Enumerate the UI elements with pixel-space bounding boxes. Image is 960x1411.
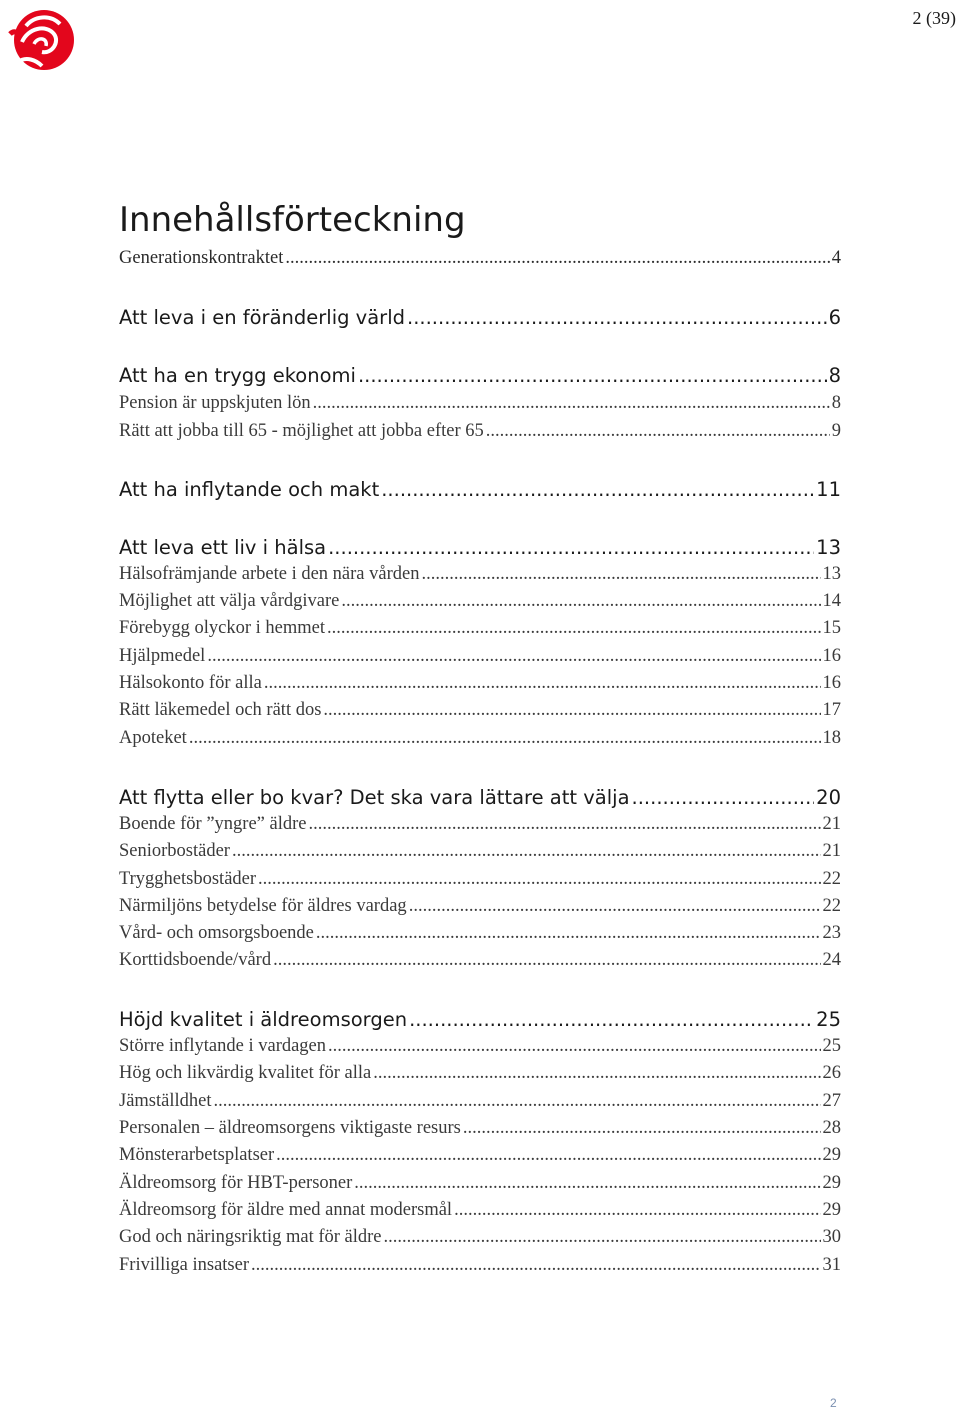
toc-entry[interactable] <box>119 646 841 672</box>
toc-entry[interactable] <box>119 248 841 274</box>
toc-entry[interactable] <box>119 1091 841 1117</box>
toc-leader-dots <box>407 306 827 329</box>
toc-leader-dots <box>323 700 820 721</box>
toc-entry[interactable] <box>119 728 841 754</box>
toc-leader-dots <box>409 896 821 917</box>
toc-entry-page: 4 <box>831 248 841 268</box>
toc-entry-label: Mönsterarbetsplatser <box>119 1145 275 1165</box>
rose-logo <box>6 4 76 74</box>
toc-entry-page: 25 <box>816 1008 841 1031</box>
toc-entry-label: Rätt läkemedel och rätt dos <box>119 700 322 720</box>
toc-entry[interactable] <box>119 1200 841 1226</box>
toc-leader-dots <box>632 786 815 809</box>
toc-leader-dots <box>207 646 820 667</box>
toc-entry-label: Äldreomsorg för äldre med annat modersmål <box>119 1200 453 1220</box>
toc-entry[interactable] <box>119 1227 841 1253</box>
toc-entry-label: Frivilliga insatser <box>119 1255 249 1275</box>
page-title: Innehållsförteckning <box>119 200 466 240</box>
toc-entry-page: 25 <box>822 1036 841 1056</box>
toc-entry-page: 21 <box>822 814 841 834</box>
toc-entry-page: 23 <box>822 923 841 943</box>
toc-entry-page: 11 <box>816 478 841 501</box>
toc-entry-page: 8 <box>828 364 841 387</box>
toc-entry-label: Trygghetsbostäder <box>119 869 257 889</box>
toc-entry-label: Höjd kvalitet i äldreomsorgen <box>119 1008 408 1031</box>
toc-entry-page: 15 <box>822 618 841 638</box>
toc-leader-dots <box>384 1227 821 1248</box>
toc-entry[interactable] <box>119 536 841 562</box>
toc-entry[interactable] <box>119 814 841 840</box>
toc-entry[interactable] <box>119 1063 841 1089</box>
toc-entry-page: 8 <box>831 393 841 413</box>
toc-entry-page: 13 <box>822 564 841 584</box>
toc-entry-page: 16 <box>822 673 841 693</box>
toc-leader-dots <box>373 1063 820 1084</box>
toc-entry-label: Apoteket <box>119 728 187 748</box>
toc-entry-label: Hög och likvärdig kvalitet för alla <box>119 1063 372 1083</box>
page-indicator: 2 (39) <box>912 8 956 28</box>
toc-entry-label: Rätt att jobba till 65 - möjlighet att jobba efter 65 <box>119 421 484 441</box>
toc-entry-label: Att leva i en föränderlig värld <box>119 306 405 329</box>
toc-leader-dots <box>264 673 821 694</box>
toc-entry[interactable] <box>119 673 841 699</box>
toc-entry-label: Äldreomsorg för HBT-personer <box>119 1173 353 1193</box>
toc-entry[interactable] <box>119 1036 841 1062</box>
toc-entry[interactable] <box>119 618 841 644</box>
toc-entry-label: Boende för ”yngre” äldre <box>119 814 307 834</box>
toc-leader-dots <box>486 421 830 442</box>
toc-leader-dots <box>276 1145 820 1166</box>
toc-entry-label: Att ha inflytande och makt <box>119 478 380 501</box>
toc-entry-page: 16 <box>822 646 841 666</box>
toc-entry[interactable] <box>119 896 841 922</box>
toc-entry-label: Större inflytande i vardagen <box>119 1036 327 1056</box>
footer-page-number: 2 <box>830 1396 837 1410</box>
toc-leader-dots <box>232 841 821 862</box>
toc-entry-page: 9 <box>831 421 841 441</box>
toc-leader-dots <box>327 618 820 639</box>
toc-entry-page: 29 <box>822 1200 841 1220</box>
toc-leader-dots <box>409 1008 814 1031</box>
toc-entry-page: 18 <box>822 728 841 748</box>
toc-entry-page: 29 <box>822 1173 841 1193</box>
toc-entry-label: Förebygg olyckor i hemmet <box>119 618 326 638</box>
toc-entry[interactable] <box>119 1145 841 1171</box>
toc-entry-page: 27 <box>822 1091 841 1111</box>
toc-entry-page: 30 <box>822 1227 841 1247</box>
toc-entry-label: God och näringsriktig mat för äldre <box>119 1227 382 1247</box>
toc-leader-dots <box>463 1118 821 1139</box>
toc-entry[interactable] <box>119 841 841 867</box>
toc-entry-label: Generationskontraktet <box>119 248 284 268</box>
toc-entry-page: 17 <box>822 700 841 720</box>
toc-leader-dots <box>313 393 830 414</box>
toc-entry[interactable] <box>119 564 841 590</box>
toc-entry-label: Att flytta eller bo kvar? Det ska vara lättare att välja <box>119 786 630 809</box>
toc-entry[interactable] <box>119 306 841 332</box>
toc-leader-dots <box>273 950 820 971</box>
toc-entry[interactable] <box>119 923 841 949</box>
toc-leader-dots <box>251 1255 821 1276</box>
toc-leader-dots <box>285 248 829 269</box>
toc-entry[interactable] <box>119 700 841 726</box>
toc-entry-label: Personalen – äldreomsorgens viktigaste resurs <box>119 1118 461 1138</box>
toc-leader-dots <box>421 564 820 585</box>
toc-leader-dots <box>213 1091 820 1112</box>
toc-entry-page: 28 <box>822 1118 841 1138</box>
toc-entry-page: 26 <box>822 1063 841 1083</box>
toc-entry[interactable] <box>119 950 841 976</box>
toc-entry-page: 20 <box>816 786 841 809</box>
toc-entry[interactable] <box>119 1173 841 1199</box>
toc-entry-label: Seniorbostäder <box>119 841 230 861</box>
toc-entry[interactable] <box>119 364 841 390</box>
toc-entry-label: Korttidsboende/vård <box>119 950 272 970</box>
toc-entry-label: Pension är uppskjuten lön <box>119 393 311 413</box>
toc-entry-page: 22 <box>822 869 841 889</box>
toc-entry-page: 6 <box>828 306 841 329</box>
toc-leader-dots <box>258 869 820 890</box>
toc-leader-dots <box>454 1200 820 1221</box>
toc-entry-label: Hälsokonto för alla <box>119 673 262 693</box>
toc-leader-dots <box>354 1173 820 1194</box>
toc-entry-label: Att ha en trygg ekonomi <box>119 364 356 387</box>
toc-entry-label: Möjlighet att välja vårdgivare <box>119 591 340 611</box>
toc-leader-dots <box>308 814 820 835</box>
toc-leader-dots <box>328 536 814 559</box>
toc-entry[interactable] <box>119 1008 841 1034</box>
toc-entry-page: 22 <box>822 896 841 916</box>
toc-leader-dots <box>381 478 814 501</box>
toc-leader-dots <box>316 923 821 944</box>
toc-entry[interactable] <box>119 786 841 812</box>
toc-entry-page: 13 <box>816 536 841 559</box>
toc-entry[interactable] <box>119 421 841 447</box>
toc-entry-label: Att leva ett liv i hälsa <box>119 536 327 559</box>
toc-entry-label: Närmiljöns betydelse för äldres vardag <box>119 896 407 916</box>
toc-entry-label: Jämställdhet <box>119 1091 212 1111</box>
toc-leader-dots <box>358 364 827 387</box>
toc-entry[interactable] <box>119 1255 841 1281</box>
toc-leader-dots <box>189 728 821 749</box>
toc-entry-page: 29 <box>822 1145 841 1165</box>
toc-entry-page: 14 <box>822 591 841 611</box>
toc-leader-dots <box>328 1036 820 1057</box>
toc-entry-label: Hälsofrämjande arbete i den nära vården <box>119 564 420 584</box>
toc-entry-page: 31 <box>822 1255 841 1275</box>
toc-entry[interactable] <box>119 393 841 419</box>
toc-entry-page: 21 <box>822 841 841 861</box>
toc-leader-dots <box>341 591 820 612</box>
toc-entry-label: Hjälpmedel <box>119 646 206 666</box>
toc-entry[interactable] <box>119 478 841 504</box>
toc-entry-label: Vård- och omsorgsboende <box>119 923 314 943</box>
toc-entry[interactable] <box>119 1118 841 1144</box>
toc-entry[interactable] <box>119 591 841 617</box>
toc-entry[interactable] <box>119 869 841 895</box>
toc-entry-page: 24 <box>822 950 841 970</box>
